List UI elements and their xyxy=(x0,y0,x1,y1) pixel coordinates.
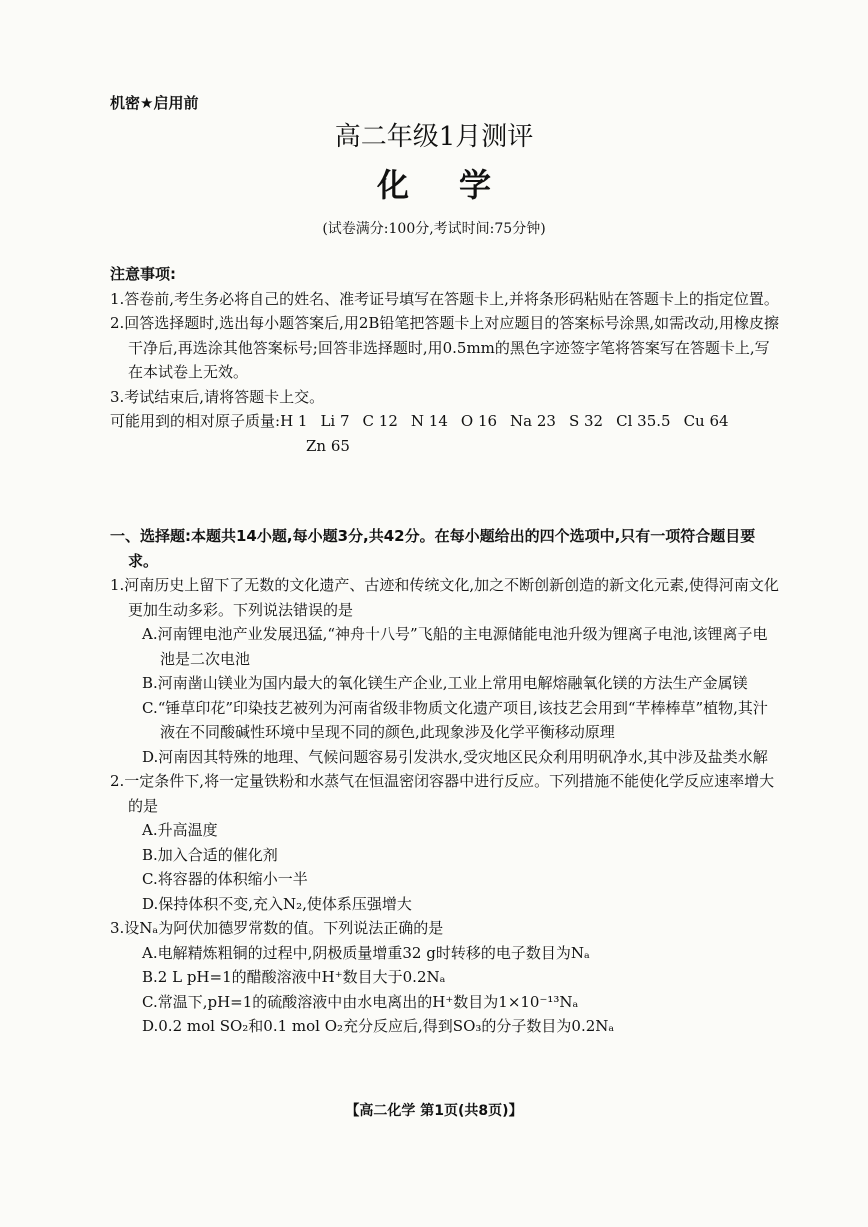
atomic-mass-item: Zn 65 xyxy=(306,436,350,455)
question-3-option-a: A.电解精炼粗铜的过程中,阴极质量增重32 g时转移的电子数目为Nₐ xyxy=(142,943,590,962)
question-1-stem: 1.河南历史上留下了无数的文化遗产、古迹和传统文化,加之不断创新创造的新文化元素,使得河南文化更加生动多彩。下列说法错误的是 xyxy=(110,576,779,619)
question-3-option-c: C.常温下,pH=1的硫酸溶液中由水电离出的H⁺数目为1×10⁻¹³Nₐ xyxy=(142,992,579,1011)
question-1-option-b: B.河南凿山镁业为国内最大的氧化镁生产企业,工业上常用电解熔融氧化镁的方法生产金属镁 xyxy=(142,674,748,692)
confidential-mark: 机密★启用前 xyxy=(110,94,199,112)
choice-section xyxy=(110,524,780,1039)
question-2-option-d: D.保持体积不变,充入N₂,使体系压强增大 xyxy=(142,894,412,913)
subject-title: 化学 xyxy=(376,166,541,204)
page-footer: 【高二化学 第1页(共8页)】 xyxy=(345,1103,523,1119)
question-2-option-a: A.升高温度 xyxy=(142,821,218,839)
section-heading: 一、选择题:本题共14小题,每小题3分,共42分。在每小题给出的四个选项中,只有一项符合题目要求。 xyxy=(110,527,756,570)
exam-info: (试卷满分:100分,考试时间:75分钟) xyxy=(322,221,546,237)
notes-heading: 注意事项: xyxy=(110,265,176,283)
question-3-stem: 3.设Nₐ为阿伏加德罗常数的值。下列说法正确的是 xyxy=(110,919,444,937)
question-3-option-b: B.2 L pH=1的醋酸溶液中H⁺数目大于0.2Nₐ xyxy=(142,968,446,986)
atomic-mass-item: N 14 xyxy=(410,412,448,430)
atomic-mass-item: O 16 xyxy=(460,412,498,430)
atomic-mass-item: H 1 xyxy=(280,412,308,430)
question-2-option-b: B.加入合适的催化剂 xyxy=(142,845,278,864)
notes-item-2: 2.回答选择题时,选出每小题答案后,用2B铅笔把答题卡上对应题目的答案标号涂黑,如需改动,用橡皮擦干净后,再选涂其他答案标号;回答非选择题时,用0.5mm的黑色字迹签字笔将答案写在答题卡上,写在本试卷上无效。 xyxy=(110,314,779,381)
exam-title: 高二年级1月测评 xyxy=(334,122,534,152)
atomic-mass-item: Li 7 xyxy=(320,412,350,430)
atomic-mass-label: 可能用到的相对原子质量: xyxy=(110,412,281,430)
atomic-mass-item: Na 23 xyxy=(510,412,556,430)
notes-item-1: 1.答卷前,考生务必将自己的姓名、准考证号填写在答题卡上,并将条形码粘贴在答题卡上的指定位置。 xyxy=(110,289,779,308)
notes-item-3: 3.考试结束后,请将答题卡上交。 xyxy=(110,387,325,406)
question-1-option-c: C.“锤草印花”印染技艺被列为河南省级非物质文化遗产项目,该技艺会用到“芊棒棒草”植物,其汁液在不同酸碱性环境中呈现不同的颜色,此现象涉及化学平衡移动原理 xyxy=(142,698,768,741)
question-2-stem: 2.一定条件下,将一定量铁粉和水蒸气在恒温密闭容器中进行反应。下列措施不能使化学反应速率增大的是 xyxy=(110,772,775,815)
question-1-option-d: D.河南因其特殊的地理、气候问题容易引发洪水,受灾地区民众利用明矾净水,其中涉及盐类水解 xyxy=(142,747,768,766)
question-2-option-c: C.将容器的体积缩小一半 xyxy=(142,870,308,888)
atomic-mass-item: Cl 35.5 xyxy=(616,412,671,430)
atomic-mass-line xyxy=(110,409,780,434)
notes-section xyxy=(110,262,780,458)
question-3-option-d: D.0.2 mol SO₂和0.1 mol O₂充分反应后,得到SO₃的分子数目为0.2Nₐ xyxy=(142,1017,615,1035)
atomic-mass-item: Cu 64 xyxy=(683,412,729,430)
question-1-option-a: A.河南锂电池产业发展迅猛,“神舟十八号”飞船的主电源储能电池升级为锂离子电池,该锂离子电池是二次电池 xyxy=(142,625,768,668)
atomic-mass-item: C 12 xyxy=(362,412,398,430)
atomic-mass-item: S 32 xyxy=(568,412,604,430)
